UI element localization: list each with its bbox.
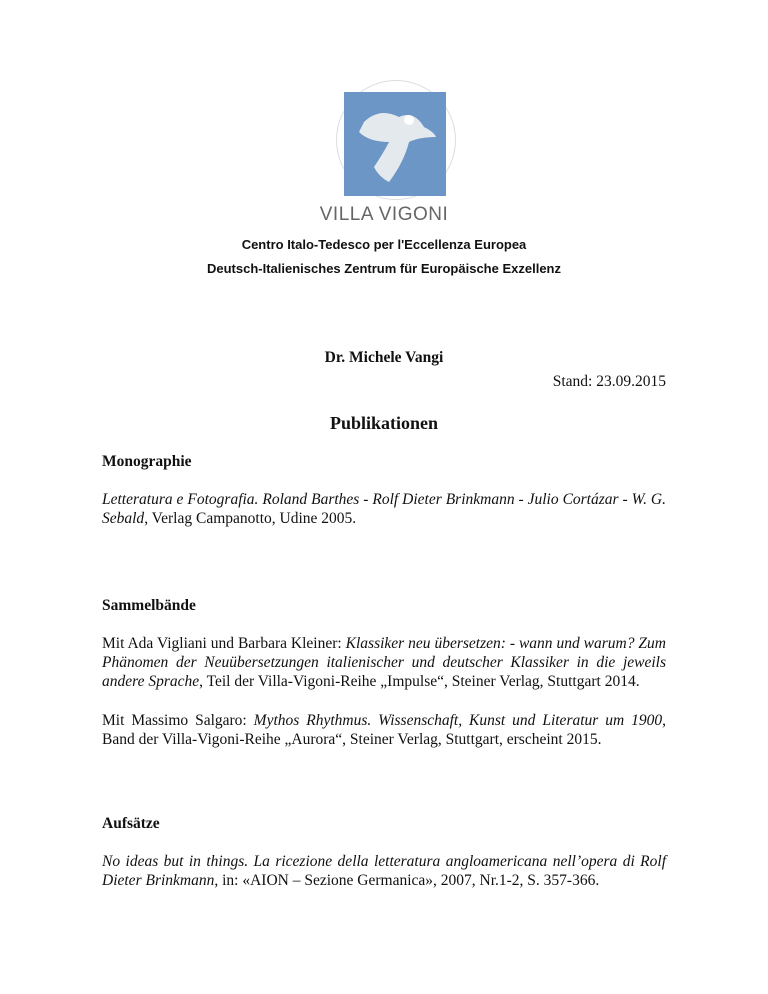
section-heading: Monographie	[102, 453, 192, 470]
entry-title: No ideas but in things. La ricezione della letteratura angloamericana nell’opera di Rolf Dieter Brinkmann	[102, 853, 666, 889]
section-heading: Aufsätze	[102, 815, 160, 832]
publication-entry	[102, 852, 666, 890]
logo-text: VILLA VIGONI	[319, 204, 449, 225]
villa-vigoni-logo	[344, 92, 446, 196]
stand-date: Stand: 23.09.2015	[552, 373, 666, 390]
publication-entry	[102, 711, 666, 749]
angel-icon	[344, 92, 446, 196]
publication-entry	[102, 634, 666, 691]
entry-details: , in: «AION – Sezione Germanica», 2007, Nr.1-2, S. 357-366.	[214, 872, 600, 889]
page-title: Publikationen	[329, 413, 439, 433]
entry-authors: Mit Massimo Salgaro:	[102, 712, 254, 729]
entry-details: , Band der Villa-Vigoni-Reihe „Aurora“, Steiner Verlag, Stuttgart, erscheint 2015.	[102, 712, 666, 748]
entry-title: Letteratura e Fotografia. Roland Barthes - Rolf Dieter Brinkmann - Julio Cortázar - W. G. Sebald	[102, 491, 666, 527]
entry-details: , Verlag Campanotto, Udine 2005.	[144, 510, 357, 527]
section-heading: Sammelbände	[102, 597, 196, 614]
entry-authors: Mit Ada Vigliani und Barbara Kleiner:	[102, 635, 346, 652]
entry-title: Mythos Rhythmus. Wissenschaft, Kunst und Literatur um 1900	[253, 712, 663, 729]
publication-entry	[102, 490, 666, 528]
author-name: Dr. Michele Vangi	[324, 349, 444, 366]
entry-details: , Teil der Villa-Vigoni-Reihe „Impulse“, Steiner Verlag, Stuttgart 2014.	[199, 673, 640, 690]
entry-title: Klassiker neu übersetzen: - wann und warum? Zum Phänomen der Neuübersetzungen italienischer und deutscher Klassiker in die jeweils andere Sprache	[102, 635, 666, 690]
institution-name-it: Centro Italo-Tedesco per l'Eccellenza Europea	[241, 237, 527, 252]
institution-name-de: Deutsch-Italienisches Zentrum für Europäische Exzellenz	[207, 261, 561, 276]
